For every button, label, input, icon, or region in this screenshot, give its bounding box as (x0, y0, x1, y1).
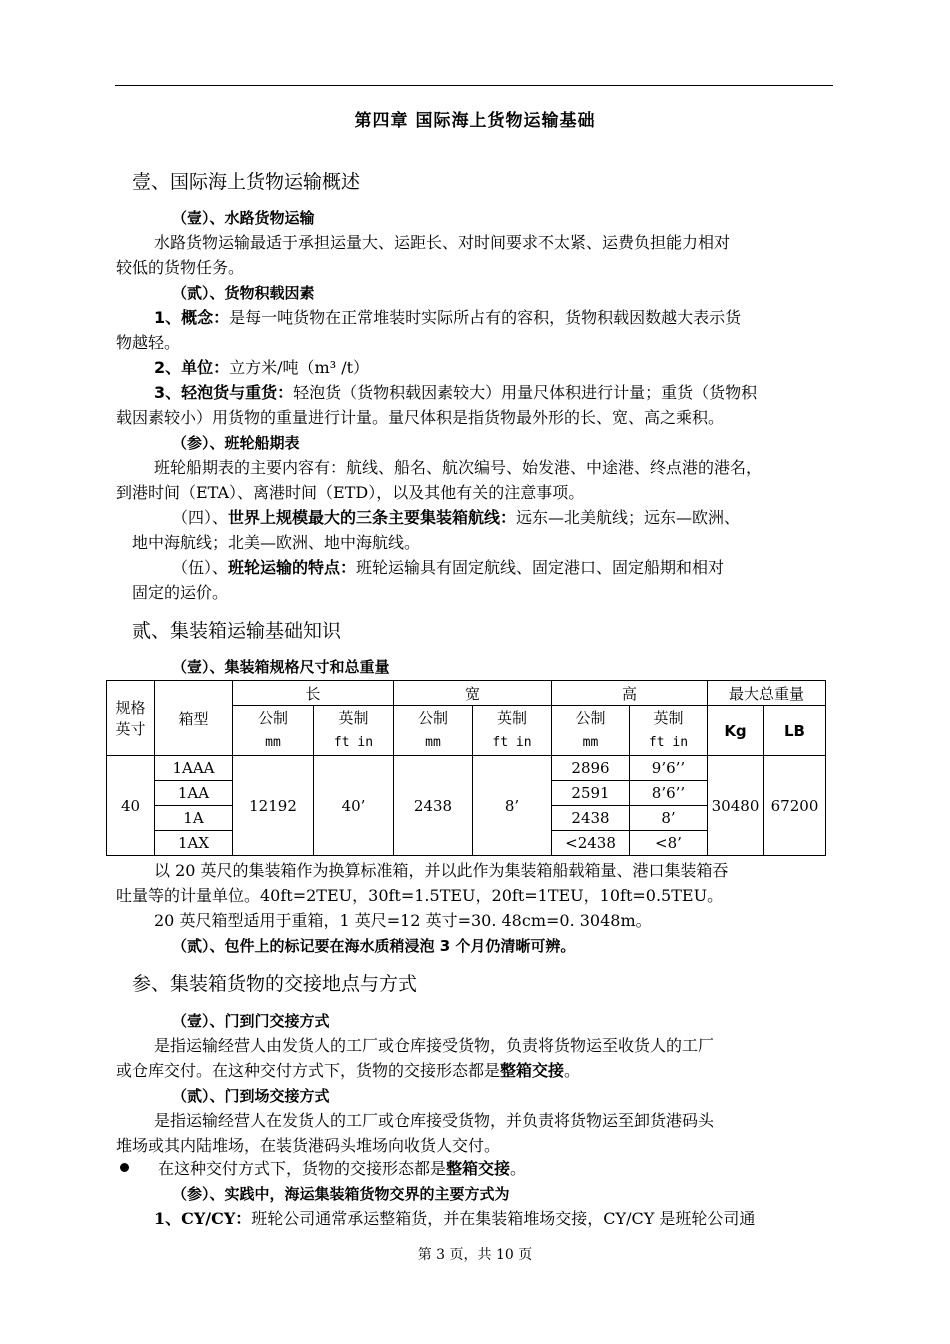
cell-length-ft: 40’ (314, 756, 394, 856)
cell-height-mm: 2896 (552, 756, 630, 781)
s3-p3 (158, 1158, 526, 1180)
th-width-metric: 公制 (394, 706, 473, 730)
cell-length-mm: 12192 (233, 756, 314, 856)
s3-p2-line2: 堆场或其内陆堆场，在装货港码头堆场向收货人交付。 (116, 1136, 501, 1155)
s1-sub5-label: 班轮运输的特点： (228, 558, 357, 577)
cell-size: 40 (107, 756, 155, 856)
chapter-title: 第四章 国际海上货物运输基础 (354, 111, 596, 131)
section-3-heading: 参、集装箱货物的交接地点与方式 (132, 973, 418, 995)
s1-sub4-line2: 地中海航线；北美—欧洲、地中海航线。 (132, 533, 421, 552)
s1-item1-label: 1、概念： (154, 308, 230, 327)
s1-sub4-label: 世界上规模最大的三条主要集装箱航线： (228, 508, 517, 527)
s3-p1-line1: 是指运输经营人由发货人的工厂或仓库接受货物，负责将货物运至收货人的工厂 (154, 1036, 715, 1055)
s3-item1-text: 班轮公司通常承运整箱货，并在集装箱堆场交接，CY/CY 是班轮公司通 (251, 1209, 756, 1228)
s3-sub3-heading: （参）、实践中，海运集装箱货物交界的主要方式为 (172, 1185, 510, 1203)
container-spec-table (106, 680, 826, 856)
cell-type: 1AAA (155, 756, 233, 781)
s1-sub2-heading: （贰）、货物积载因素 (172, 284, 315, 302)
section-2-heading: 贰、集装箱运输基础知识 (132, 620, 342, 642)
s3-p1-emphasis: 整箱交接 (500, 1061, 565, 1080)
s3-p3-text: 在这种交付方式下，货物的交接形态都是 (158, 1159, 447, 1178)
s1-p3-line2: 到港时间（ETA）、离港时间（ETD），以及其他有关的注意事项。 (116, 483, 585, 502)
th-size-line2: 英寸 (115, 720, 146, 738)
th-width-imperial: 英制 (473, 706, 552, 730)
s2-sub1-heading: （壹）、集装箱规格尺寸和总重量 (172, 658, 390, 676)
th-size-line1: 规格 (115, 699, 146, 717)
s1-sub5-line2: 固定的运价。 (132, 583, 229, 602)
th-kg: Kg (708, 706, 764, 756)
s1-sub5 (172, 557, 724, 579)
th-width: 宽 (394, 681, 552, 706)
s1-p1-line1: 水路货物运输最适于承担运量大、运距长、对时间要求不太紧、运费负担能力相对 (154, 233, 731, 252)
cell-type: 1AX (155, 831, 233, 856)
cell-height-mm: 2438 (552, 806, 630, 831)
header-rule (115, 85, 833, 86)
th-height-mm: mm (552, 730, 630, 756)
th-size (107, 681, 155, 756)
s1-sub1-heading: （壹）、水路货物运输 (172, 209, 315, 227)
cell-height-ft: <8’ (630, 831, 708, 856)
th-height-metric: 公制 (552, 706, 630, 730)
th-length-mm: mm (233, 730, 314, 756)
cell-width-ft: 8’ (473, 756, 552, 856)
s3-p3-end: 。 (510, 1159, 527, 1178)
s1-item2-text: 立方米/吨（m³ /t） (229, 358, 370, 377)
th-height: 高 (552, 681, 708, 706)
cell-height-ft: 8’6’’ (630, 781, 708, 806)
s2-p1-line2: 吐量等的计量单位。40ft=2TEU，30ft=1.5TEU，20ft=1TEU，10ft=0.5TEU。 (116, 886, 724, 905)
s1-item3-line2: 载因素较小）用货物的重量进行计量。量尺体积是指货物最外形的长、宽、高之乘积。 (116, 408, 725, 427)
s1-sub4-number: （四）、 (172, 508, 229, 527)
s1-item3-text: 轻泡货（货物积载因素较大）用量尺体积进行计量；重货（货物积 (293, 383, 758, 402)
s3-item1 (154, 1208, 755, 1230)
s2-p1-line1: 以 20 英尺的集装箱作为换算标准箱，并以此作为集装箱船载箱量、港口集装箱吞 (154, 861, 729, 880)
th-height-imperial: 英制 (630, 706, 708, 730)
cell-type: 1AA (155, 781, 233, 806)
th-type: 箱型 (155, 681, 233, 756)
s2-sub2-heading: （贰）、包件上的标记要在海水质稍浸泡 3 个月仍清晰可辨。 (172, 937, 576, 955)
cell-height-ft: 9’6’’ (630, 756, 708, 781)
s1-item2 (154, 357, 369, 379)
th-length-ftin: ft in (314, 730, 394, 756)
s3-p2-line1: 是指运输经营人在发货人的工厂或仓库接受货物，并负责将货物运至卸货港码头 (154, 1111, 715, 1130)
th-length-metric: 公制 (233, 706, 314, 730)
bullet-icon (120, 1163, 129, 1172)
cell-type: 1A (155, 806, 233, 831)
cell-lb: 67200 (764, 756, 826, 856)
cell-height-mm: <2438 (552, 831, 630, 856)
th-height-ftin: ft in (630, 730, 708, 756)
th-lb: LB (764, 706, 826, 756)
cell-height-ft: 8’ (630, 806, 708, 831)
s3-sub1-heading: （壹）、门到门交接方式 (172, 1012, 330, 1030)
s1-sub3-heading: （参）、班轮船期表 (172, 434, 300, 452)
s1-item3-line1 (154, 382, 757, 404)
s3-item1-label: 1、CY/CY： (154, 1209, 252, 1228)
cell-height-mm: 2591 (552, 781, 630, 806)
cell-kg: 30480 (708, 756, 764, 856)
s2-p2: 20 英尺箱型适用于重箱，1 英尺=12 英寸=30. 48cm=0. 3048m。 (154, 911, 652, 930)
s3-p1-line2 (116, 1060, 580, 1082)
th-length: 长 (233, 681, 394, 706)
s3-p1-text: 或仓库交付。在这种交付方式下，货物的交接形态都是 (116, 1061, 501, 1080)
th-width-mm: mm (394, 730, 473, 756)
th-max-weight: 最大总重量 (708, 681, 826, 706)
s3-sub2-heading: （贰）、门到场交接方式 (172, 1087, 330, 1105)
s1-item3-label: 3、轻泡货与重货： (154, 383, 294, 402)
s1-item1-line1 (154, 307, 741, 329)
s1-p1-line2: 较低的货物任务。 (116, 258, 245, 277)
th-width-ftin: ft in (473, 730, 552, 756)
section-1-heading: 壹、国际海上货物运输概述 (132, 171, 361, 193)
page-footer: 第 3 页，共 10 页 (417, 1247, 533, 1263)
s1-sub5-text: 班轮运输具有固定航线、固定港口、固定船期和相对 (356, 558, 725, 577)
s1-item1-line2: 物越轻。 (116, 333, 181, 352)
th-length-imperial: 英制 (314, 706, 394, 730)
s1-p3-line1: 班轮船期表的主要内容有：航线、船名、航次编号、始发港、中途港、终点港的港名， (154, 458, 763, 477)
s1-sub4 (172, 507, 740, 529)
s1-sub5-number: （伍）、 (172, 558, 229, 577)
s1-item1-text: 是每一吨货物在正常堆装时实际所占有的容积，货物积载因数越大表示货 (229, 308, 742, 327)
s3-p3-emphasis: 整箱交接 (446, 1159, 511, 1178)
s1-item2-label: 2、单位： (154, 358, 230, 377)
table-row (107, 756, 826, 781)
cell-width-mm: 2438 (394, 756, 473, 856)
s3-p1-end: 。 (564, 1061, 581, 1080)
s1-sub4-text: 远东—北美航线；远东—欧洲、 (516, 508, 741, 527)
